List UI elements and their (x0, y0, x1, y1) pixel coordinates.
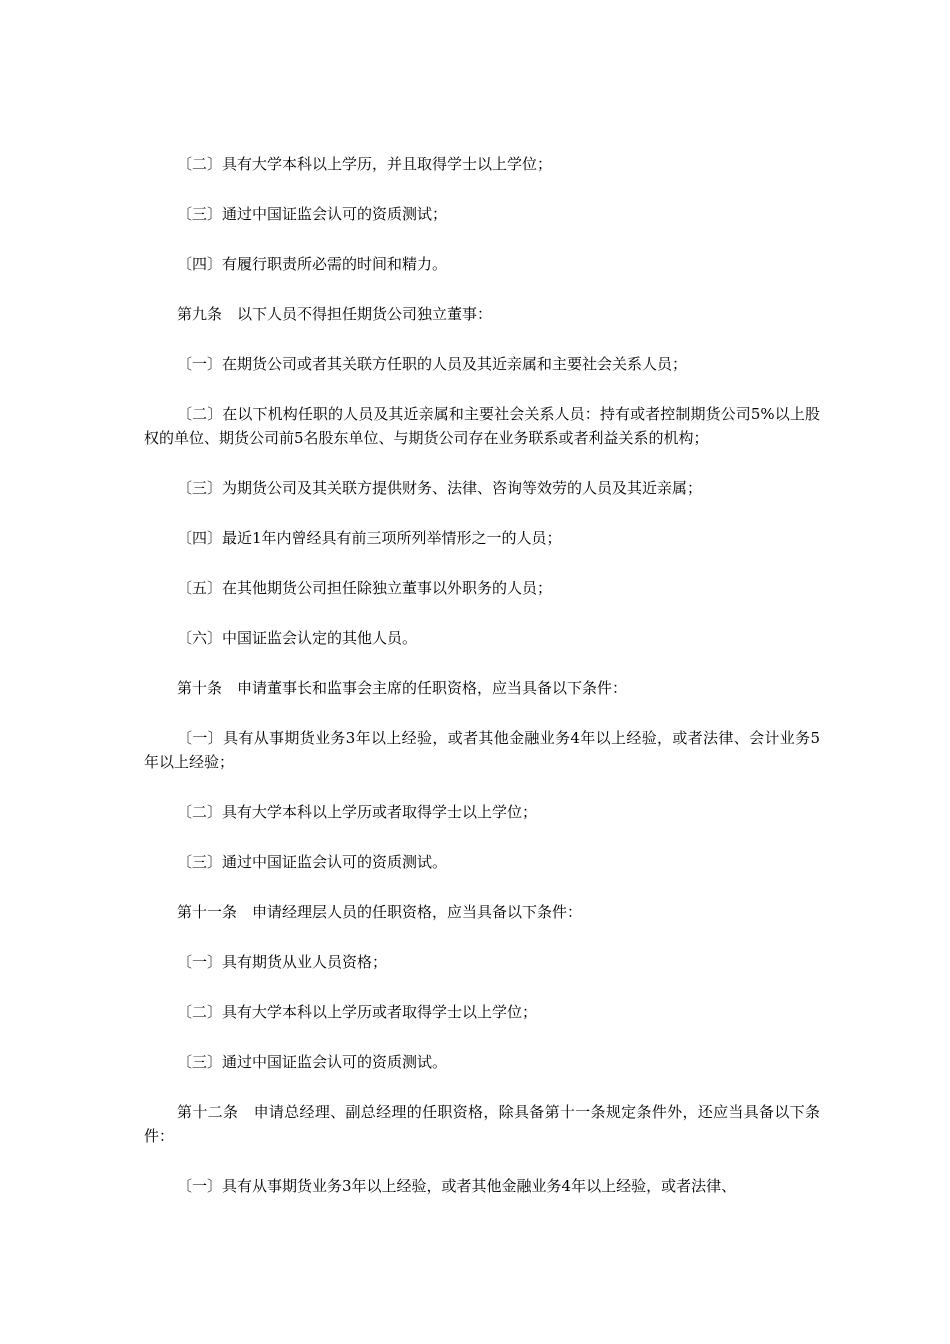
paragraph-article-11-item-1: 〔一〕具有期货从业人员资格； (177, 953, 388, 971)
paragraph-article-11-item-3: 〔三〕通过中国证监会认可的资质测试。 (177, 1053, 448, 1071)
paragraph-item-4-time-energy: 〔四〕有履行职责所必需的时间和精力。 (177, 255, 448, 273)
paragraph-article-9-item-1: 〔一〕在期货公司或者其关联方任职的人员及其近亲属和主要社会关系人员； (177, 355, 688, 373)
paragraph-article-10-item-1: 〔一〕具有从事期货业务3年以上经验，或者其他金融业务4年以上经验，或者法律、会计业务5年以上经验； (144, 729, 820, 771)
paragraph-article-11-item-2: 〔二〕具有大学本科以上学历或者取得学士以上学位； (177, 1003, 538, 1021)
paragraph-article-9-item-6: 〔六〕中国证监会认定的其他人员。 (177, 629, 418, 647)
document-body (144, 152, 820, 1224)
article-12-heading: 第十二条 申请总经理、副总经理的任职资格，除具备第十一条规定条件外，还应当具备以下条件： (144, 1103, 820, 1145)
paragraph-article-9-item-3: 〔三〕为期货公司及其关联方提供财务、法律、咨询等效劳的人员及其近亲属； (177, 479, 703, 497)
paragraph-article-12-item-1: 〔一〕具有从事期货业务3年以上经验，或者其他金融业务4年以上经验，或者法律、 (177, 1177, 737, 1195)
paragraph-item-2-degree: 〔二〕具有大学本科以上学历，并且取得学士以上学位； (177, 155, 553, 173)
article-9-heading: 第九条 以下人员不得担任期货公司独立董事： (177, 305, 493, 323)
article-10-heading: 第十条 申请董事长和监事会主席的任职资格，应当具备以下条件： (177, 679, 628, 697)
article-11-heading: 第十一条 申请经理层人员的任职资格，应当具备以下条件： (177, 903, 583, 921)
paragraph-article-9-item-5: 〔五〕在其他期货公司担任除独立董事以外职务的人员； (177, 579, 553, 597)
paragraph-article-10-item-3: 〔三〕通过中国证监会认可的资质测试。 (177, 853, 448, 871)
paragraph-item-3-qualification-test: 〔三〕通过中国证监会认可的资质测试； (177, 205, 448, 223)
paragraph-article-9-item-2: 〔二〕在以下机构任职的人员及其近亲属和主要社会关系人员：持有或者控制期货公司5%以上股权的单位、期货公司前5名股东单位、与期货公司存在业务联系或者利益关系的机构； (144, 405, 820, 447)
paragraph-article-9-item-4: 〔四〕最近1年内曾经具有前三项所列举情形之一的人员； (177, 529, 562, 547)
paragraph-article-10-item-2: 〔二〕具有大学本科以上学历或者取得学士以上学位； (177, 803, 538, 821)
